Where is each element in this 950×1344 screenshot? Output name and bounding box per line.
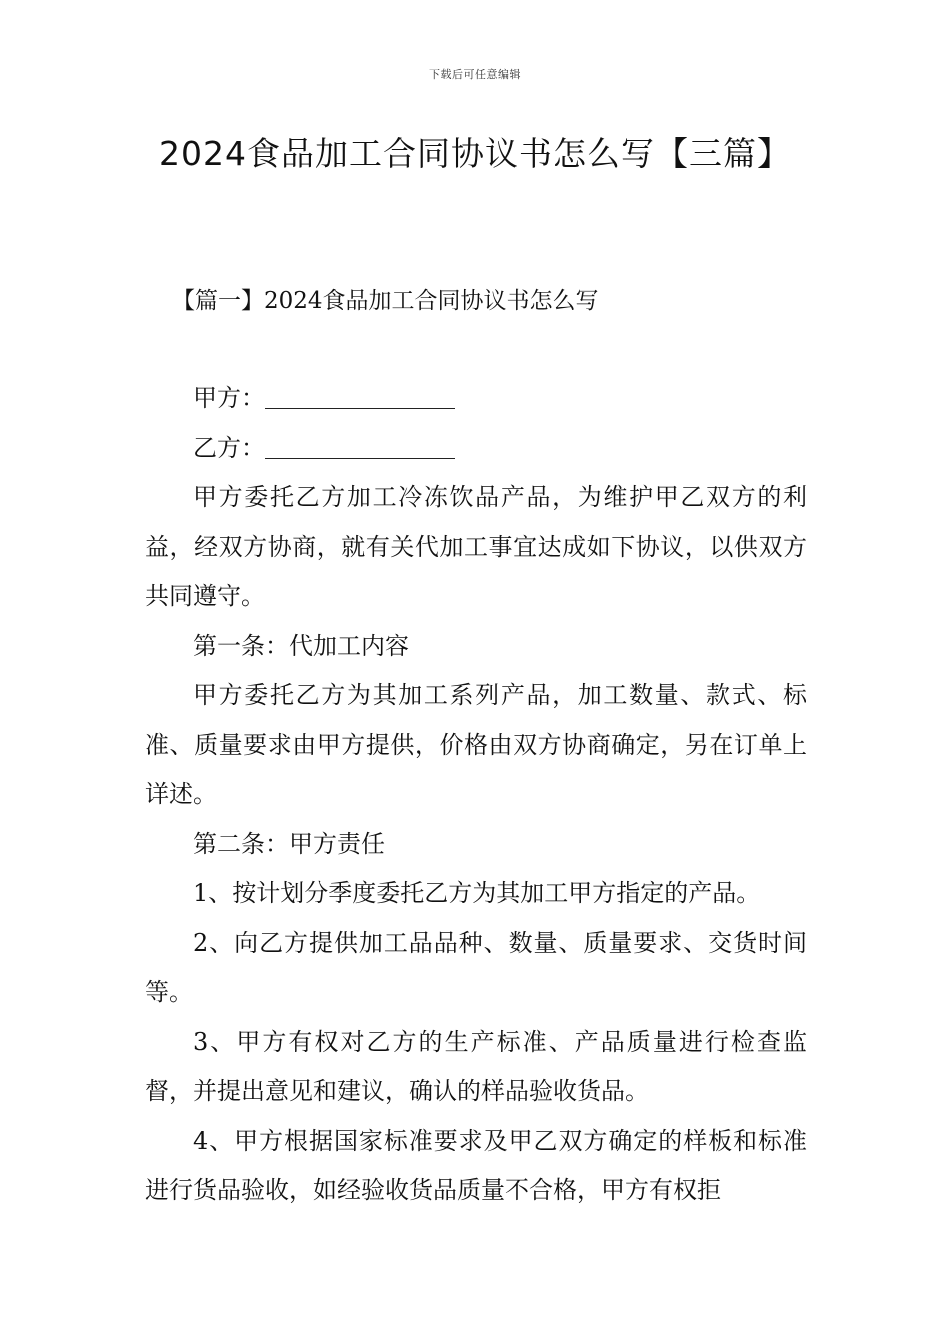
article-1-heading: 第一条：代加工内容: [193, 631, 409, 660]
party-a-line: [145, 374, 807, 424]
document-title: 2024食品加工合同协议书怎么写【三篇】: [159, 134, 791, 173]
document-body: [145, 374, 807, 1216]
section-heading: 【篇一】2024食品加工合同协议书怎么写: [172, 288, 599, 314]
party-a-label: 甲方：: [193, 384, 265, 412]
article-1-body: 甲方委托乙方为其加工系列产品，加工数量、款式、标准、质量要求由甲方提供，价格由双方协商确定，另在订单上详述。: [145, 681, 807, 808]
clause-1: 1、按计划分季度委托乙方为其加工甲方指定的产品。: [193, 879, 761, 907]
party-a-blank: [265, 384, 455, 409]
party-b-blank: [265, 434, 455, 459]
paragraph-intro: 甲方委托乙方加工冷冻饮品产品，为维护甲乙双方的利益，经双方协商，就有关代加工事宜达成如下协议，以供双方共同遵守。: [145, 483, 807, 610]
header-note: 下载后可任意编辑: [429, 68, 521, 81]
party-b-label: 乙方：: [193, 433, 265, 462]
clause-4: 4、甲方根据国家标准要求及甲乙双方确定的样板和标准进行货品验收，如经验收货品质量不合格，甲方有权拒: [145, 1126, 807, 1204]
clause-2: 2、向乙方提供加工品品种、数量、质量要求、交货时间等。: [145, 928, 807, 1006]
party-b-line: [145, 424, 807, 474]
article-2-heading: 第二条：甲方责任: [193, 829, 385, 858]
clause-3: 3、甲方有权对乙方的生产标准、产品质量进行检查监督，并提出意见和建议，确认的样品验收货品。: [145, 1027, 807, 1105]
